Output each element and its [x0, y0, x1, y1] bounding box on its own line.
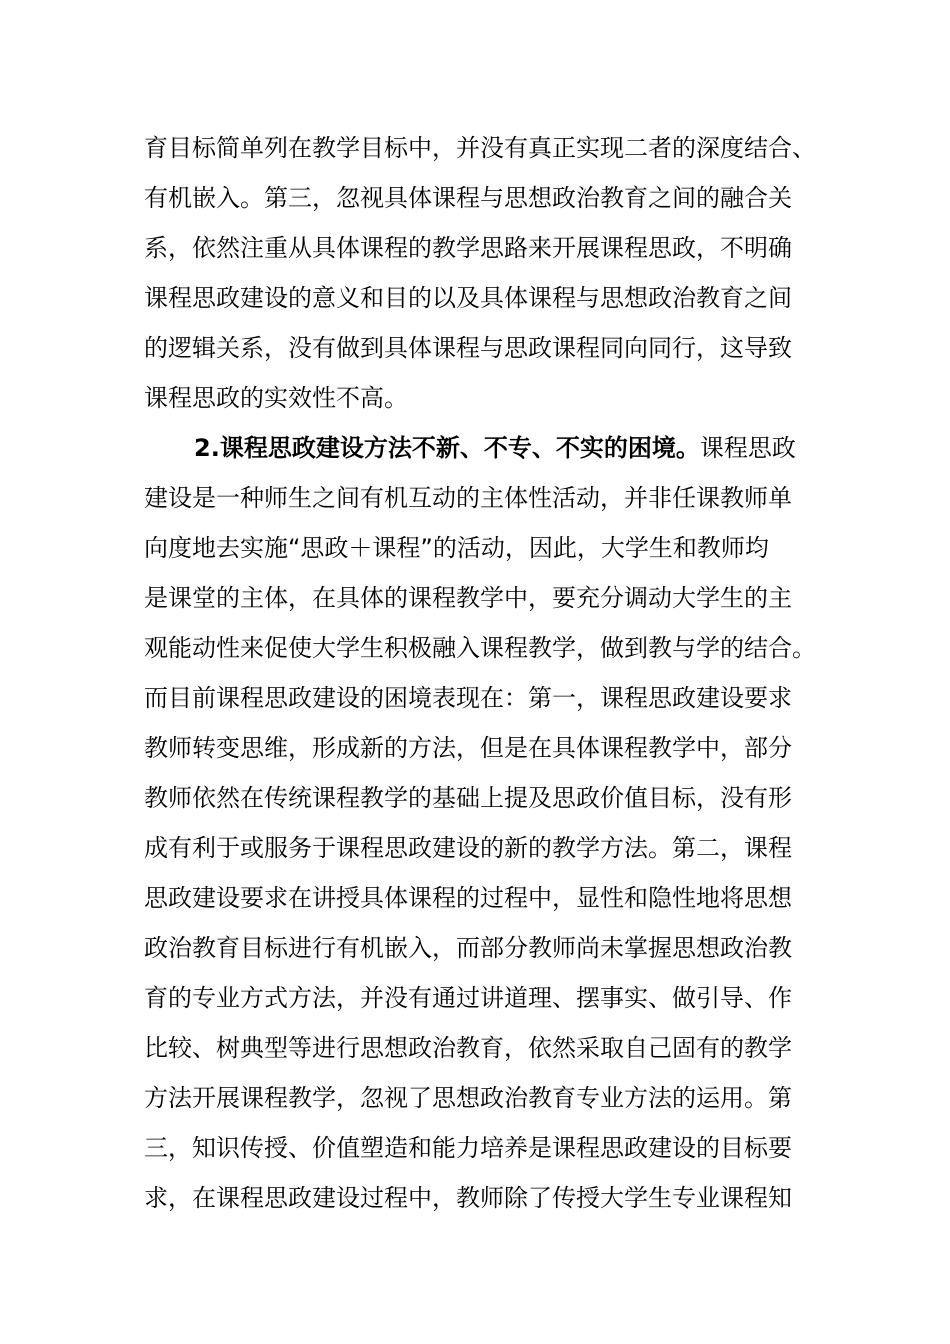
text-line: 建设是一种师生之间有机互动的主体性活动，并非任课教师单	[144, 484, 792, 512]
text-line: 课程思政建设的意义和目的以及具体课程与思想政治教育之间	[144, 284, 792, 312]
text-line: 教师转变思维，形成新的方法，但是在具体课程教学中，部分	[144, 734, 792, 762]
text-line: 教师依然在传统课程教学的基础上提及思政价值目标，没有形	[144, 784, 792, 812]
text-line: 的逻辑关系，没有做到具体课程与思政课程同向同行，这导致	[144, 334, 792, 362]
text-line: 求，在课程思政建设过程中，教师除了传授大学生专业课程知	[144, 1184, 792, 1212]
section-heading-line	[194, 432, 796, 464]
text-line: 系，依然注重从具体课程的教学思路来开展课程思政，不明确	[144, 234, 792, 262]
text-line: 育目标简单列在教学目标中，并没有真正实现二者的深度结合、	[144, 134, 816, 162]
text-line: 政治教育目标进行有机嵌入，而部分教师尚未掌握思想政治教	[144, 934, 792, 962]
text-line: 育的专业方式方法，并没有通过讲道理、摆事实、做引导、作	[144, 984, 792, 1012]
text-line: 观能动性来促使大学生积极融入课程教学，做到教与学的结合。	[144, 634, 816, 662]
text-line: 课程思政的实效性不高。	[144, 384, 408, 412]
text-line: 方法开展课程教学，忽视了思想政治教育专业方法的运用。第	[144, 1084, 792, 1112]
text-line: 比较、树典型等进行思想政治教育，依然采取自己固有的教学	[144, 1034, 792, 1062]
text-line: 有机嵌入。第三，忽视具体课程与思想政治教育之间的融合关	[144, 184, 792, 212]
text-line-rest: 课程思政	[699, 434, 796, 462]
text-line: 成有利于或服务于课程思政建设的新的教学方法。第二，课程	[144, 834, 792, 862]
text-line: 向度地去实施“思政＋课程”的活动，因此，大学生和教师均	[144, 534, 769, 562]
text-line: 是课堂的主体，在具体的课程教学中，要充分调动大学生的主	[144, 584, 792, 612]
text-line: 思政建设要求在讲授具体课程的过程中，显性和隐性地将思想	[144, 884, 792, 912]
section-heading: 2.课程思政建设方法不新、不专、不实的困境。	[194, 434, 700, 462]
text-line: 三，知识传授、价值塑造和能力培养是课程思政建设的目标要	[144, 1134, 792, 1162]
text-line: 而目前课程思政建设的困境表现在：第一，课程思政建设要求	[144, 684, 792, 712]
